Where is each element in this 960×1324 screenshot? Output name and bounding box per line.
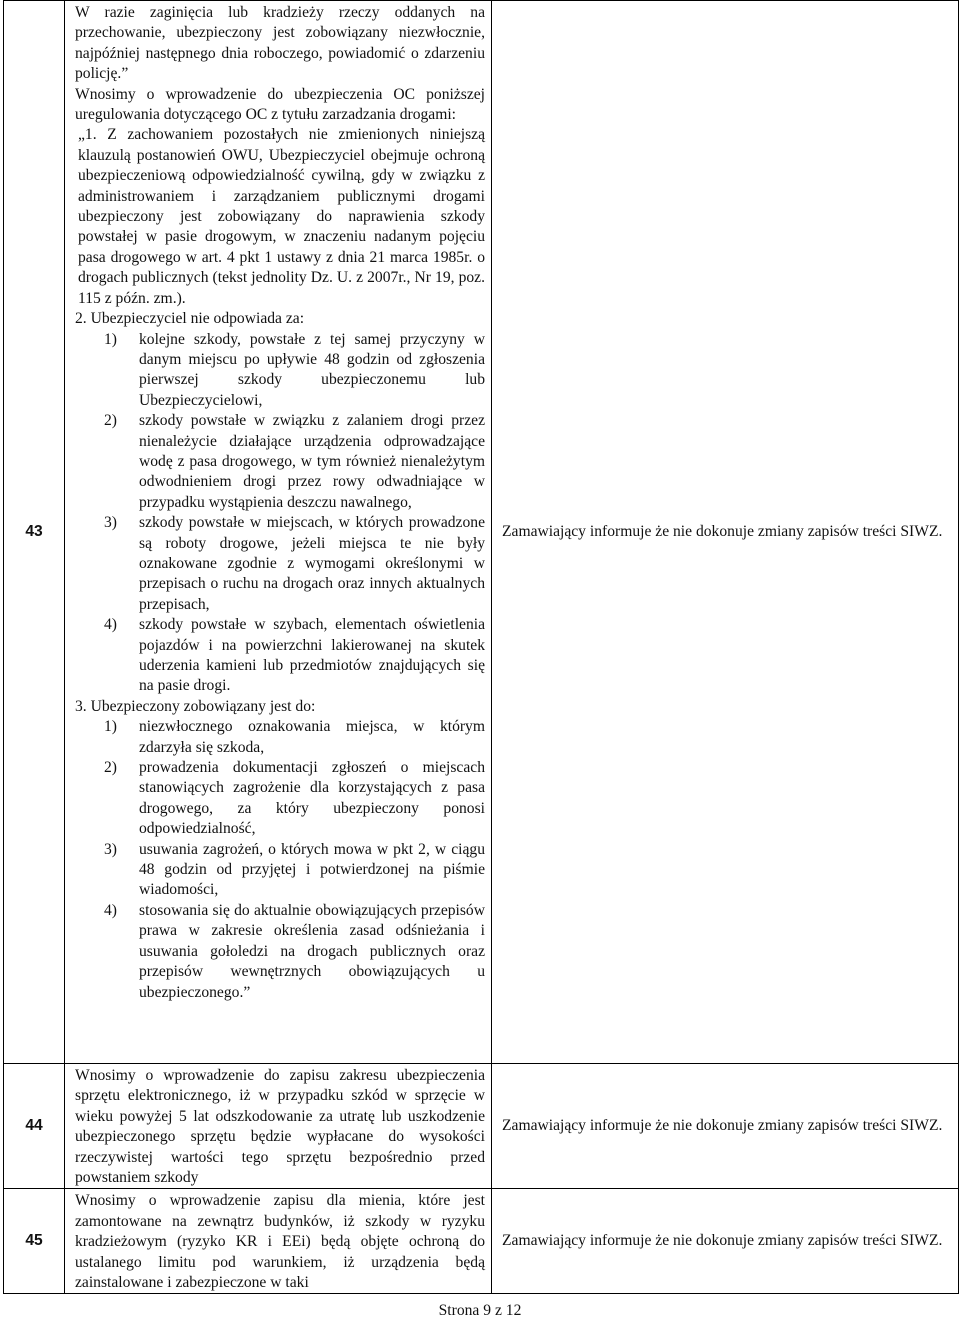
page-label: Strona — [438, 1302, 484, 1319]
item-number: 4) — [104, 616, 117, 634]
clause-body: Z zachowaniem pozostałych nie zmienionych niniejszą klauzulą postanowień OWU, Ubezpieczyciel obejmuje ochroną ubezpieczeniową odpowiedzialność cywilną, gdy w związku z administrowaniem i zarządzaniem publicznymi drogami ubezpieczony jest zobowiązany do naprawienia szkody powstałej w pasie drogowym, w znaczeniu nadanym pojęciu pasa drogowego w art. 4 pkt 1 ustawy z dnia 21 marca 1985r. o drogach publicznych (tekst jednolity Dz. U. z 2007r., Nr 19, poz. 115 z późn. zm.). — [78, 126, 485, 307]
clause-body: Ubezpieczony zobowiązany jest do: — [90, 697, 316, 715]
clause-items — [75, 330, 485, 697]
item-number: 3) — [104, 840, 117, 858]
question-cell — [65, 1064, 492, 1189]
list-item — [104, 717, 485, 758]
list-item — [104, 901, 485, 1003]
clause-number: 2. — [75, 310, 91, 328]
item-text: szkody powstałe w szybach, elementach oświetlenia pojazdów i na powierzchni lakierowanej na skutek uderzenia kamieni lub przedmiotów znajdujących się na pasie drogi. — [139, 616, 485, 695]
item-number: 3) — [104, 514, 117, 532]
row-number: 43 — [4, 1, 65, 1064]
answer-cell: Zamawiający informuje że nie dokonuje zmiany zapisów treści SIWZ. — [492, 1189, 959, 1294]
clause-body: Ubezpieczyciel nie odpowiada za: — [90, 310, 305, 328]
list-item — [104, 758, 485, 840]
list-item — [104, 615, 485, 697]
clause-text — [75, 697, 485, 717]
page-total: 12 — [505, 1302, 522, 1319]
questions-table — [3, 0, 959, 1294]
item-text: niezwłocznego oznakowania miejsca, w którym zdarzyła się szkoda, — [139, 718, 485, 756]
item-number: 2) — [104, 412, 117, 430]
item-text: prowadzenia dokumentacji zgłoszeń o miejscach stanowiących zagrożenie dla korzystających z pasa drogowego, za który ubezpieczony ponosi odpowiedzialność, — [139, 759, 485, 838]
clause-text — [78, 125, 485, 309]
row-number: 44 — [4, 1064, 65, 1189]
clause-text — [75, 309, 485, 329]
item-text: szkody powstałe w miejscach, w których prowadzone są roboty drogowe, jeżeli miejsca te nie były oznakowane zgodnie z wymogami określonymi w przepisach o ruchu na drogach oraz innych aktualnych przepisach, — [139, 514, 485, 613]
paragraph: W razie zaginięcia lub kradzieży rzeczy oddanych na przechowanie, ubezpieczony jest zobowiązany niezwłocznie, najpóźniej następnego dnia roboczego, powiadomić o zdarzeniu policję.” — [75, 4, 485, 83]
answer-cell: Zamawiający informuje że nie dokonuje zmiany zapisów treści SIWZ. — [492, 1, 959, 1064]
row-number: 45 — [4, 1189, 65, 1294]
item-number: 1) — [104, 330, 117, 348]
clause-section — [75, 697, 485, 1003]
paragraph: Wnosimy o wprowadzenie do ubezpieczenia OC poniższej uregulowania dotyczącego OC z tytułu zarzadzania drogami: — [75, 85, 485, 124]
question-cell — [65, 1, 492, 1064]
item-number: 4) — [104, 901, 117, 919]
answer-cell: Zamawiający informuje że nie dokonuje zmiany zapisów treści SIWZ. — [492, 1064, 959, 1189]
clause-items — [75, 717, 485, 1003]
table-row — [4, 1064, 959, 1189]
paragraph: Wnosimy o wprowadzenie zapisu dla mienia, które jest zamontowane na zewnątrz budynków, iż szkody w ryzyku kradzieżowym (ryzyko KR i EEi) będą objęte ochroną do ustalanego limitu pod warunkiem, iż urządzenia będą zainstalowane i zabezpieczone w taki — [75, 1192, 485, 1292]
table-row — [4, 1189, 959, 1294]
clause-number: „1. — [78, 126, 108, 144]
question-cell — [65, 1189, 492, 1294]
page-current: 9 — [483, 1302, 492, 1319]
item-number: 2) — [104, 759, 117, 777]
page-footer — [0, 1302, 960, 1320]
clause-section — [75, 125, 485, 309]
list-item — [104, 840, 485, 901]
item-number: 1) — [104, 718, 117, 736]
table-row — [4, 1, 959, 1064]
item-text: usuwania zagrożeń, o których mowa w pkt 2, w ciągu 48 godzin od przyjętej i potwierdzonej na piśmie wiadomości, — [139, 840, 485, 899]
item-text: kolejne szkody, powstałe z tej samej przyczyny w danym miejscu po upływie 48 godzin od zgłoszenia pierwszej szkody ubezpieczonemu lub Ubezpieczycielowi, — [139, 330, 485, 409]
item-text: stosowania się do aktualnie obowiązujących przepisów prawa w zakresie określenia zasad odśnieżania i usuwania gołoledzi na drogach publicznych oraz przepisów wewnętrznych obowiązujących u ubezpieczonego.” — [139, 901, 485, 1001]
page-separator: z — [491, 1302, 506, 1319]
list-item — [104, 330, 485, 412]
list-item — [104, 513, 485, 615]
clause-section — [75, 309, 485, 697]
clause-number: 3. — [75, 697, 91, 715]
list-item — [104, 411, 485, 513]
item-text: szkody powstałe w związku z zalaniem drogi przez nienależycie działające urządzenia odprowadzające wodę z pasa drogowego, w tym również nienależytym odwodnieniem drogi przez rowy odwadniające w przypadku wystąpienia deszczu nawalnego, — [139, 412, 485, 511]
paragraph: Wnosimy o wprowadzenie do zapisu zakresu ubezpieczenia sprzętu elektronicznego, iż w przypadku szkód w sprzęcie w wieku powyżej 5 lat odszkodowanie za utratę lub uszkodzenie ubezpieczonego sprzętu będzie wypłacane do wysokości rzeczywistej wartości tego sprzętu bezpośrednio przed powstaniem szkody — [75, 1067, 485, 1187]
